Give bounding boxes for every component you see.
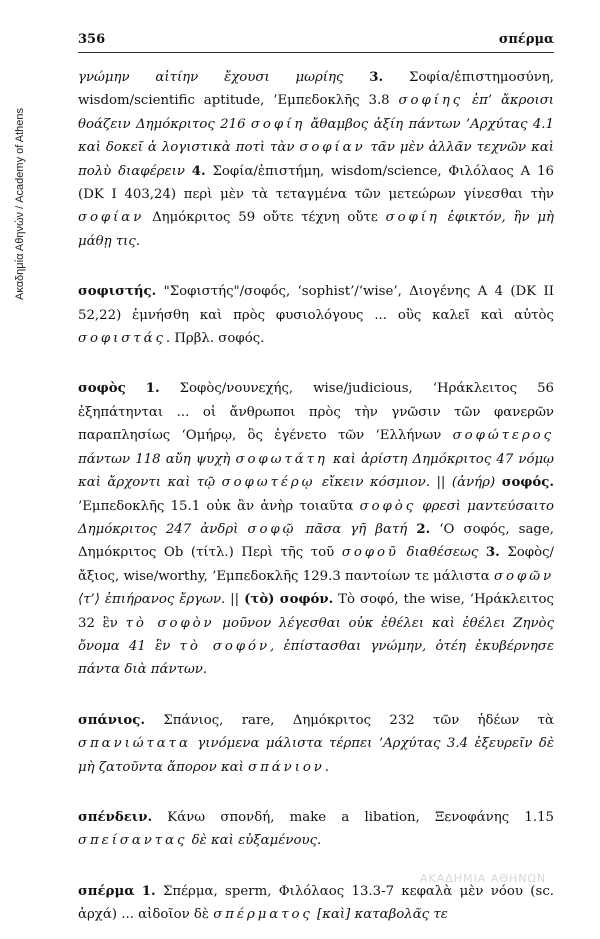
spaced-keyword: σοφίη [250, 116, 306, 132]
text-run: διαθέσεως [398, 545, 486, 561]
text-run: . [324, 759, 330, 775]
text-run: ἐπ’ ἄκροισι θοάζειν Δημόκριτος 216 [78, 93, 554, 132]
text-run: εἴκειν κόσμιον. || (ἀνήρ) [315, 475, 502, 491]
spaced-keyword: σοφοῦ [341, 545, 399, 561]
spaced-keyword: σοφίης [398, 93, 464, 109]
sense-number: 4. [191, 163, 206, 179]
spaced-keyword: σοφὸς [359, 498, 417, 514]
text-run: ἐφικτόν, ἢν μὴ μάθῃ τις. [78, 210, 555, 249]
entry-headword: σπένδειν. [78, 809, 153, 825]
entry-sophistes [78, 280, 554, 350]
spaced-keyword: σοφῷ [247, 521, 297, 537]
page-body [78, 66, 554, 927]
spaced-keyword: σπείσαντας [78, 833, 188, 849]
text-run: μοῦνον λέγεσθαι οὐκ ἐθέλει καὶ ἐθέλει Ζηνὸς ὄνομα 41 ἓν [78, 615, 555, 654]
entry-sperma [78, 880, 554, 927]
text-run: Τὸ σοφό, the wise, ‘Ηράκλειτος 32 ἓν [78, 592, 554, 631]
spaced-keyword: σπέρματος [213, 907, 313, 923]
text-run: Σπέρμα, sperm, Φιλόλαος 13.3-7 κεφαλὰ μὲν νόου (sc. ἀρχά) ... αἰδοῖον δὲ [78, 883, 554, 923]
text-run: πάντων 118 αὔη ψυχὴ [78, 451, 236, 467]
text-run: . Πρβλ. σοφός. [165, 331, 265, 347]
entry-headword: σοφιστής. [78, 284, 157, 300]
spaced-keyword: σοφίη [385, 210, 440, 226]
text-run: γνώμην αἰτίην ἔχουσι μωρίης [78, 70, 370, 85]
page-number: 356 [78, 32, 106, 47]
text-run: [καὶ] καταβολᾶς τε [312, 907, 448, 923]
spaced-keyword: σοφωτάτη [235, 451, 328, 467]
watermark: ΑΚΑΔΗΜΙΑ ΑΘΗΝΩΝ [420, 872, 547, 885]
sense-number: 1. [145, 381, 160, 397]
running-head: σπέρμα [498, 32, 554, 47]
sense-number: 2. [416, 521, 431, 537]
sub-headword: σοφός. [501, 475, 554, 491]
text-run: γινόμενα μάλιστα τέρπει ’Αρχύτας 3.4 ἐξευρεῖν δὲ μὴ ζατοῦντα ἄπορον καὶ [78, 736, 554, 775]
text-run: Σοφία/ἐπιστήμη, wisdom/science, Φιλόλαος A 16 (DK I 403,24) περὶ μὲν τὰ τεταγμένα τῶν μετεώρων γίνεσθαι τὴν [78, 163, 554, 203]
spaced-keyword: σοφίαν [78, 210, 145, 226]
entry-sophos [78, 377, 554, 681]
text-run: Κάνω σπονδή, make a libation, Ξενοφάνης 1.15 [152, 809, 554, 825]
text-run: ⟨τ’⟩ ἐπιήρανος ἔργων. || [78, 592, 245, 608]
text-run: ’Εμπεδοκλῆς 15.1 οὐκ ἂν ἀνὴρ τοιαῦτα [78, 498, 360, 514]
text-run: Σοφὸς/νουνεχής, wise/judicious, ‘Ηράκλειτος 56 ἐξηπάτηνται ... οἱ ἄνθρωποι πρὸς τὴν γνῶσιν τῶν φανερῶν παραπλησίως ‘Ομήρῳ, ὃς ἐγένετο τῶν ‘Ελλήνων [78, 381, 554, 444]
sense-number: 1. [141, 883, 156, 899]
text-run: φρεσὶ μαντεύσαιτο Δημόκριτος 247 ἀνδρὶ [78, 498, 554, 537]
spaced-keyword: σοφίαν [299, 140, 366, 156]
text-run: Σπάνιος, rare, Δημόκριτος 232 τῶν ἡδέων τὰ [145, 712, 554, 728]
entry-spendein [78, 806, 554, 853]
text-run: καὶ ἀρίστη Δημόκριτος 47 νόμῳ καὶ ἄρχοντι καὶ τῷ [78, 451, 554, 491]
spaced-keyword: τὸ σοφὸν [125, 615, 215, 631]
text-run: Σοφὸς/ἄξιος, wise/worthy, ’Εμπεδοκλῆς 129.3 παντοίων τε μάλιστα [78, 545, 555, 584]
spaced-keyword: σοφώτερος [452, 428, 554, 444]
text-run: Σοφία/ἐπιστημοσύνη, wisdom/scientific aptitude, ’Εμπεδοκλῆς 3.8 [78, 70, 554, 109]
entry-headword: σπέρμα [78, 883, 135, 899]
sense-number: 3. [369, 70, 384, 85]
entry-headword: σοφὸς [78, 381, 126, 397]
text-run: Δημόκριτος 59 οὔτε τέχνη οὔτε [144, 210, 386, 226]
spaced-keyword: σπανιώτατα [78, 736, 191, 752]
text-run: δὲ καὶ εὐξαμένους. [187, 833, 322, 849]
entry-headword: σπάνιος. [78, 712, 146, 728]
sense-number: 3. [485, 545, 500, 561]
spaced-keyword: τὸ σοφόν [179, 638, 271, 654]
text-run: ‘Ο σοφός, sage, Δημόκριτος Ob (τίτλ.) Περὶ τῆς τοῦ [78, 521, 554, 561]
text-run: πᾶσα γῆ βατή [296, 521, 417, 537]
text-run: ἄθαμβος ἀξίη πάντων ’Αρχύτας 4.1 καὶ δοκεῖ ἁ λογιστικὰ ποτὶ τὰν [78, 116, 554, 156]
sub-headword: (τὸ) σοφόν. [244, 592, 334, 608]
text-run: τᾶν μὲν ἀλλᾶν τεχνῶν καὶ πολὺ διαφέρειν [78, 140, 554, 179]
side-archive-label: Ακαδημία Αθηνών / Academy of Athens [14, 107, 26, 300]
spaced-keyword: σπάνιον [248, 759, 325, 775]
text-run: "Σοφιστής"/σοφός, ‘sophist’/‘wise’, Διογένης A 4 (DK II 52,22) ἐμνήσθη καὶ πρὸς φυσιολόγους ... οὓς καλεῖ καὶ αὐτὸς [78, 284, 554, 323]
entry-sophia-continued [78, 66, 554, 253]
spaced-keyword: σοφωτέρῳ [221, 475, 316, 491]
entry-spanios [78, 709, 554, 779]
spaced-keyword: σοφιστάς [78, 331, 166, 347]
page-header [78, 30, 554, 53]
text-run: , ἐπίστασθαι γνώμην, ὁτέη ἐκυβέρνησε πάντα διὰ πάντων. [78, 638, 554, 678]
spaced-keyword: σοφῶν [494, 568, 554, 584]
